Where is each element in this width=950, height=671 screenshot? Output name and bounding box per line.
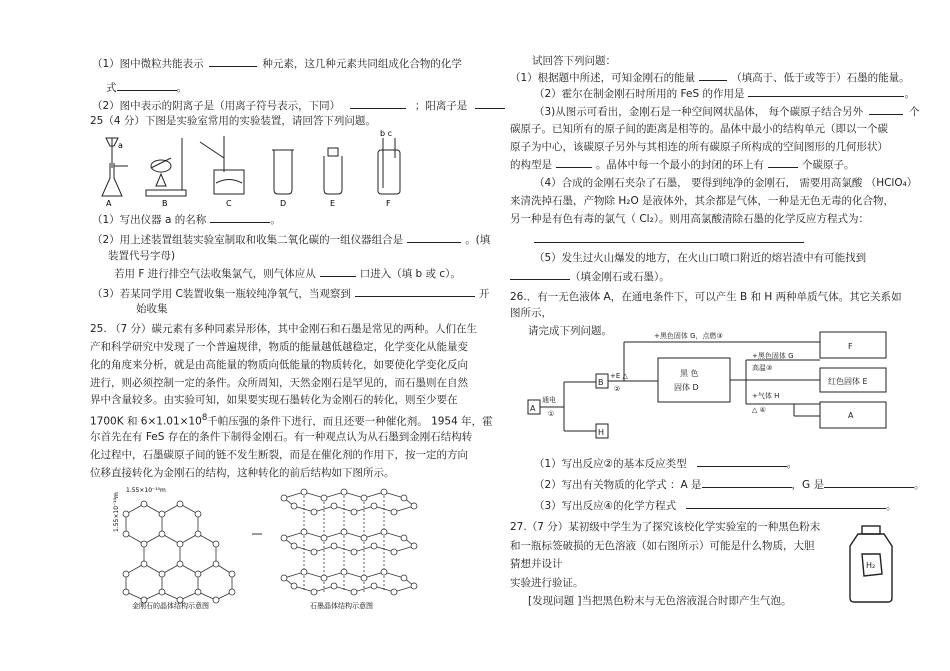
label-b: B bbox=[598, 378, 604, 387]
label-plus-e: +E △ bbox=[610, 372, 628, 380]
label-a: A bbox=[530, 404, 536, 413]
p25-line3: 化的角度来分析，就是由高能量的物质向低能量的物质转化，如要使化学变化反向 bbox=[90, 359, 468, 371]
reaction-flow-diagram bbox=[524, 328, 904, 440]
q2-text: （2）图中表示的阴离子是（用离子符号表示，下同） ；阳离子是 bbox=[92, 98, 505, 113]
q26-line1: 26.．有一无色液体 A，在通电条件下，可以产生 B 和 H 两种单质气体。其它关系如 bbox=[510, 291, 902, 303]
q27-line4: 实验进行验证。 bbox=[510, 577, 584, 589]
q25-1: （1）写出仪器 a 的名称 。 bbox=[92, 214, 281, 226]
bond-length-1: 1.55×10⁻¹⁰m bbox=[126, 487, 166, 494]
q26-s1: （1）写出反应②的基本反应类型 。 bbox=[534, 458, 798, 470]
p25-line8: 化过程中，石墨碳原子间的链不发生断裂，而是在催化剂的作用下，按一定的方向 bbox=[90, 449, 468, 461]
q1-text: （1）图中微粒共能表示 种元素，这几种元素共同组成化合物的化学 bbox=[92, 58, 462, 70]
label-step2: ② bbox=[614, 385, 621, 393]
r-q4-answer-line bbox=[534, 232, 804, 247]
label-step1: ① bbox=[548, 410, 555, 418]
label-red-solid-e: 红色固体 E bbox=[828, 377, 868, 386]
q25-2-f: 若用 F 进行排空气法收集氯气，则气体应从 口进入（填 b 或 c）。 bbox=[114, 268, 461, 280]
app-label-b: B bbox=[162, 199, 168, 208]
label-top: +黑色固体 G，点燃③ bbox=[654, 332, 723, 340]
app-label-bc: b c bbox=[380, 129, 393, 138]
q25-2-cont: 装置代号字母) bbox=[108, 250, 176, 262]
q25-2: （2）用上述装置组装实验室制取和收集二氧化碳的一组仪器组合是 。(填 bbox=[92, 234, 491, 246]
reagent-bottle-icon bbox=[844, 524, 900, 604]
q27-line1: 27.（7 分）某初级中学生为了探究该校化学实验室的一种黑色粉末 bbox=[510, 521, 821, 533]
label-high-temp: 高温③ bbox=[752, 364, 773, 372]
r-q2: （2）霍尔在制金刚石时所用的 FeS 的作用是 。 bbox=[534, 88, 915, 100]
lab-apparatus-figure bbox=[96, 128, 426, 208]
q27-line5: [发现问题 ]当把黑色粉末与无色溶液混合时即产生气泡。 bbox=[528, 595, 792, 607]
r-q4-l3: 另一种是有色有毒的氯气（ Cl₂）。则用高氯酸清除石墨的化学反应方程式为： bbox=[510, 213, 870, 225]
r-q3-l3: 原子为中心，该碳原子另外与其相连的所有碳原子所构成的空间图形的几何形状） bbox=[510, 141, 888, 153]
r-q5: （5）发生过火山爆发的地方，在火山口喷口附近的熔岩渣中有可能找到 bbox=[534, 252, 867, 264]
label-d1: 黑 色 bbox=[680, 369, 699, 378]
q25-3: （3）若某同学用 C装置收集一瓶较纯净氧气，当观察到 开 bbox=[92, 288, 490, 300]
q26-s2: （2）写出有关物质的化学式 ：A 是 ，G 是 。 bbox=[534, 479, 925, 491]
diamond-caption: 金刚石的晶体结构示意图 bbox=[132, 602, 209, 610]
q25-3-cont: 始收集 bbox=[136, 303, 168, 315]
crystal-structure-figure bbox=[114, 484, 438, 610]
bottle-label: H₂ bbox=[866, 561, 876, 570]
app-label-a-small: a bbox=[118, 141, 123, 150]
r-q3-l2: 碳原子。已知所有的原子间的距离是相等的。晶体中最小的结构单元（即以一个碳 bbox=[510, 123, 888, 135]
node-d bbox=[658, 358, 730, 402]
p25-line4: 进行，则必须控制一定的条件。众所周知，天然金刚石是罕见的，而石墨则在自然 bbox=[90, 377, 468, 389]
r-q5-l2: （填金刚石或石墨）。 bbox=[510, 269, 670, 284]
label-electrolysis: 通电 bbox=[542, 396, 556, 404]
bond-length-2: 1.55×10⁻¹⁰m bbox=[113, 492, 120, 532]
p25-line7: 尔首先在有 FeS 存在的条件下制得金刚石。有一种观点认为从石墨到金刚石结构转 bbox=[90, 431, 473, 443]
q25-heading: 25（4 分）下图是实验室常用的实验装置，请回答下列问题。 bbox=[90, 115, 376, 127]
label-f: F bbox=[848, 342, 853, 351]
q27-line2: 和一瓶标签破损的无色溶液（如右图所示）可能是什么物质，大胆 bbox=[510, 540, 815, 552]
node-f bbox=[820, 332, 886, 358]
app-label-d: D bbox=[280, 199, 287, 208]
label-a2: A bbox=[848, 411, 854, 420]
p25-line5: 界中含量较多。由实验可知，如果要实现石墨转化为金刚石的转化，则至少要在 bbox=[90, 394, 458, 406]
q1-text-cont: 式 。 bbox=[106, 82, 187, 94]
label-plus-g: +黑色固体 G bbox=[752, 352, 794, 360]
r-q1: （1）根据题中所述，可知金刚石的能量 （填高于、低于或等于）石墨的能量。 bbox=[510, 72, 910, 84]
r-intro: 试回答下列问题： bbox=[532, 55, 616, 67]
graphite-caption: 石墨晶体结构示意图 bbox=[310, 602, 373, 610]
label-d2: 固体 D bbox=[674, 383, 699, 392]
label-step4: △ ④ bbox=[752, 406, 766, 414]
app-label-f: F bbox=[386, 199, 391, 208]
r-q3-l4: 的构型是 。晶体中每一个最小的封闭的环上有 个碳原子。 bbox=[510, 159, 855, 171]
r-q4: （4）合成的金刚石夹杂了石墨， 要得到纯净的金刚石， 需要用高氯酸 （HClO₄） bbox=[534, 177, 918, 189]
app-label-e: E bbox=[330, 199, 336, 208]
q26-line2: 图所示， bbox=[510, 307, 552, 319]
label-h: H bbox=[598, 428, 605, 437]
q27-line3: 猜想并设计 bbox=[510, 558, 563, 570]
p25-line2: 产和科学研究中发现了一个普遍规律，物质的能量越低越稳定，化学变化从能量变 bbox=[90, 341, 468, 353]
r-q4-l2: 来清洗掉石墨，产物除 H₂O 是液体外，其余都是气体，一种是无色无毒的化合物， bbox=[510, 195, 895, 207]
r-q3: （3)从图示可看出，金刚石是一种空间网状晶体， 每个碳原子结合另外 个 bbox=[534, 106, 920, 118]
app-label-a: A bbox=[106, 199, 112, 208]
label-plus-h: +气体 H bbox=[752, 392, 780, 400]
app-label-c: C bbox=[226, 199, 232, 208]
p25-line1: 25. （7 分）碳元素有多种同素异形体，其中金刚石和石墨是常见的两种。人们在生 bbox=[90, 323, 478, 335]
p25-line9: 位移直接转化为金刚石的结构，这种转化的前后结构如下图所示。 bbox=[90, 467, 395, 479]
q26-line3: 请完成下列问题。 bbox=[528, 325, 612, 337]
q26-s3: （3）写出反应④的化学方程式 。 bbox=[534, 500, 897, 512]
p25-line6: 1700K 和 $6\times 1.01\times 10^8$千帕压强的条件下进行，而且还要一种催化剂。 1954 年，霍 bbox=[90, 413, 493, 428]
